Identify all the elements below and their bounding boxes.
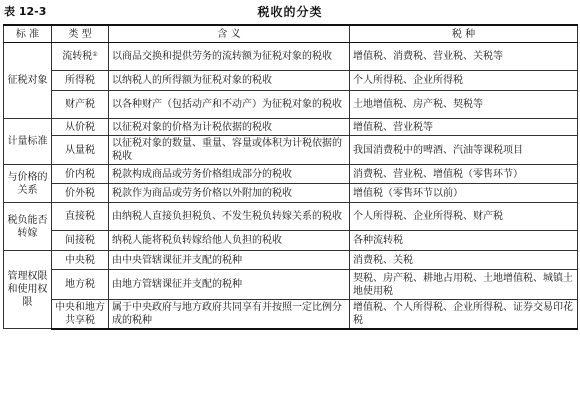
header-type: 类 型 <box>52 25 109 43</box>
tax-kinds-cell: 消费税、营业税、增值税（零售环节） <box>350 165 578 184</box>
meaning-cell: 以商品交换和提供劳务的流转额为征税对象的税收 <box>109 43 350 71</box>
footnote-mark: ① <box>92 51 98 58</box>
header-tax-kinds: 税 种 <box>350 25 578 43</box>
type-label: 流转税 <box>62 51 93 62</box>
tax-kinds-cell: 各种流转税 <box>350 231 578 251</box>
meaning-cell: 以纳税人的所得额为征税对象的税收 <box>109 71 350 91</box>
table-row <box>4 136 578 165</box>
tax-kinds-cell: 消费税、关税 <box>350 251 578 270</box>
tax-kinds-cell: 土地增值税、房产税、契税等 <box>350 91 578 119</box>
tax-kinds-cell: 增值税、个人所得税、企业所得税、证券交易印花税 <box>350 300 578 329</box>
table-row <box>4 184 578 203</box>
standard-cell: 税负能否转嫁 <box>4 203 52 251</box>
table-header-row <box>4 25 578 43</box>
tax-kinds-cell: 增值税（零售环节以前） <box>350 184 578 203</box>
type-cell: 从量税 <box>52 136 109 165</box>
tax-kinds-cell: 我国消费税中的啤酒、汽油等课税项目 <box>350 136 578 165</box>
table-row <box>4 231 578 251</box>
table-row <box>4 165 578 184</box>
table-row <box>4 270 578 300</box>
meaning-cell: 以征税对象的数量、重量、容量或体积为计税依据的税收 <box>109 136 350 165</box>
meaning-cell: 属于中央政府与地方政府共同享有并按照一定比例分成的税种 <box>109 300 350 329</box>
table-row <box>4 91 578 119</box>
type-cell: 价内税 <box>52 165 109 184</box>
table-number: 表 12-3 <box>4 5 47 18</box>
tax-kinds-cell: 契税、房产税、耕地占用税、土地增值税、城镇土地使用税 <box>350 270 578 300</box>
tax-kinds-cell: 个人所得税、企业所得税、财产税 <box>350 203 578 231</box>
type-cell: 所得税 <box>52 71 109 91</box>
type-cell: 从价税 <box>52 119 109 136</box>
meaning-cell: 由地方管辖课征并支配的税种 <box>109 270 350 300</box>
standard-cell: 与价格的关系 <box>4 165 52 203</box>
table-title: 税收的分类 <box>257 5 323 19</box>
meaning-cell: 由纳税人直接负担税负、不发生税负转嫁关系的税收 <box>109 203 350 231</box>
type-cell <box>52 43 109 71</box>
type-cell: 财产税 <box>52 91 109 119</box>
table-row <box>4 71 578 91</box>
standard-cell: 管理权限和使用权限 <box>4 251 52 329</box>
table-row <box>4 43 578 71</box>
standard-cell: 计量标准 <box>4 119 52 165</box>
meaning-cell: 纳税人能将税负转嫁给他人负担的税收 <box>109 231 350 251</box>
meaning-cell: 税款构成商品或劳务价格组成部分的税收 <box>109 165 350 184</box>
table-row <box>4 119 578 136</box>
table-row <box>4 203 578 231</box>
type-cell: 价外税 <box>52 184 109 203</box>
type-cell: 地方税 <box>52 270 109 300</box>
type-cell: 中央和地方共享税 <box>52 300 109 329</box>
meaning-cell: 由中央管辖课征并支配的税种 <box>109 251 350 270</box>
meaning-cell: 以各种财产（包括动产和不动产）为征税对象的税收 <box>109 91 350 119</box>
type-cell: 中央税 <box>52 251 109 270</box>
tax-kinds-cell: 个人所得税、企业所得税 <box>350 71 578 91</box>
meaning-cell: 税款作为商品或劳务价格以外附加的税收 <box>109 184 350 203</box>
tax-kinds-cell: 增值税、消费税、营业税、关税等 <box>350 43 578 71</box>
type-cell: 直接税 <box>52 203 109 231</box>
tax-kinds-cell: 增值税、营业税等 <box>350 119 578 136</box>
header-meaning: 含 义 <box>109 25 350 43</box>
standard-cell: 征税对象 <box>4 43 52 119</box>
table-row <box>4 251 578 270</box>
table-row <box>4 300 578 329</box>
header-standard: 标 准 <box>4 25 52 43</box>
tax-classification-table <box>3 24 578 330</box>
type-cell: 间接税 <box>52 231 109 251</box>
meaning-cell: 以征税对象的价格为计税依据的税收 <box>109 119 350 136</box>
